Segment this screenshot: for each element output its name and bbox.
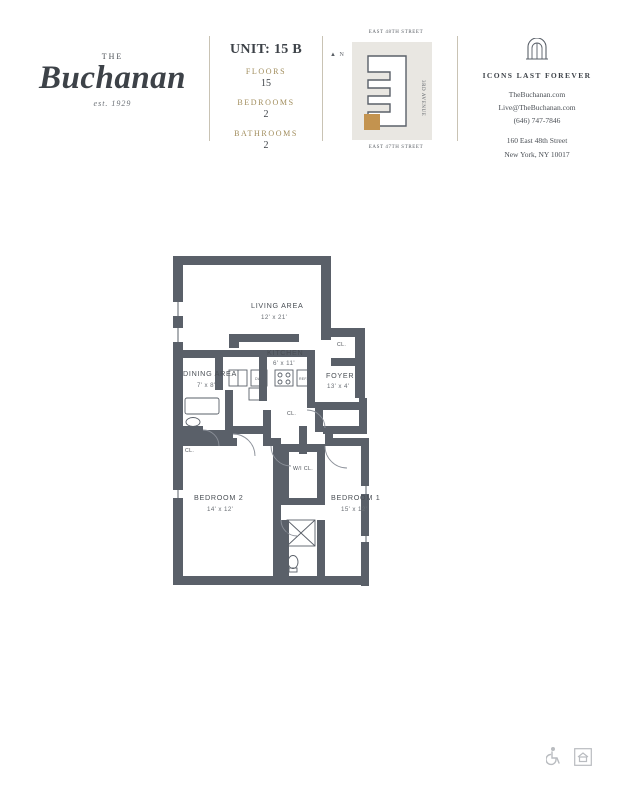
unit-info [212,42,320,151]
closet-label-hall: CL. [287,411,297,417]
contact-info [462,38,612,161]
brand-established: est. 1929 [93,99,132,108]
room-dim-foyer: 13' x 4' [327,383,350,390]
wheelchair-accessible-icon [546,746,562,766]
spec-label-bathrooms: BATHROOMS [234,129,298,138]
contact-website[interactable]: TheBuchanan.com [508,90,566,99]
divider [322,36,323,141]
brand-name: Buchanan [38,60,187,96]
spec-value-floors: 15 [261,78,271,89]
spec-label-floors: FLOORS [245,67,287,76]
room-dim-living-area: 12' x 21' [261,314,288,321]
appliance-label-refrigerator: REF. [299,377,308,381]
keymap-street-south: EAST 47TH STREET [368,145,424,150]
floorplan-drawing [159,230,459,690]
room-label-foyer: FOYER [326,371,355,380]
contact-phone[interactable]: (646) 747-7846 [513,116,561,126]
north-arrow: ▲ N [330,52,345,58]
room-label-bedroom-1: BEDROOM 1 [331,493,381,502]
spec-value-bedrooms: 2 [263,109,269,120]
keymap-street-east: 3RD AVENUE [420,80,425,117]
room-dim-kitchen: 6' x 11' [273,360,295,367]
closet-label-living: CL. [337,342,347,348]
divider [209,36,210,141]
key-map [330,30,450,152]
unit-title: UNIT: 15 B [230,42,302,57]
room-label-dining-area: DINING AREA [183,369,238,378]
header [0,0,618,175]
contact-address-line1: 160 East 48th Street [506,136,568,146]
footer-icons [546,746,592,766]
room-dim-bedroom-1: 15' x 12' [341,506,368,513]
brand-the: THE [101,52,124,61]
closet-label-bedroom2: CL. [185,448,195,454]
spec-label-bedrooms: BEDROOMS [237,98,295,107]
divider [457,36,458,141]
unit-location-marker [364,114,380,130]
arch-logo-icon [524,38,550,60]
room-label-kitchen: KITCHEN [267,348,304,357]
equal-housing-icon [574,748,592,766]
keymap-street-north: EAST 48TH STREET [368,30,424,35]
floorplan-container [0,230,618,710]
contact-address-line2: New York, NY 10017 [504,149,570,159]
appliance-label-dishwasher: DW [255,377,262,381]
room-dim-dining-area: 7' x 8' [197,382,216,389]
room-label-living-area: LIVING AREA [251,301,304,310]
room-dim-bedroom-2: 14' x 12' [207,506,234,513]
spec-value-bathrooms: 2 [263,140,269,151]
room-label-bedroom-2: BEDROOM 2 [194,493,244,502]
closet-label-walk-in: W/I CL. [293,466,314,472]
brand-logo [20,52,205,108]
contact-title: ICONS LAST FOREVER [482,71,592,80]
contact-email[interactable]: Live@TheBuchanan.com [498,103,576,113]
